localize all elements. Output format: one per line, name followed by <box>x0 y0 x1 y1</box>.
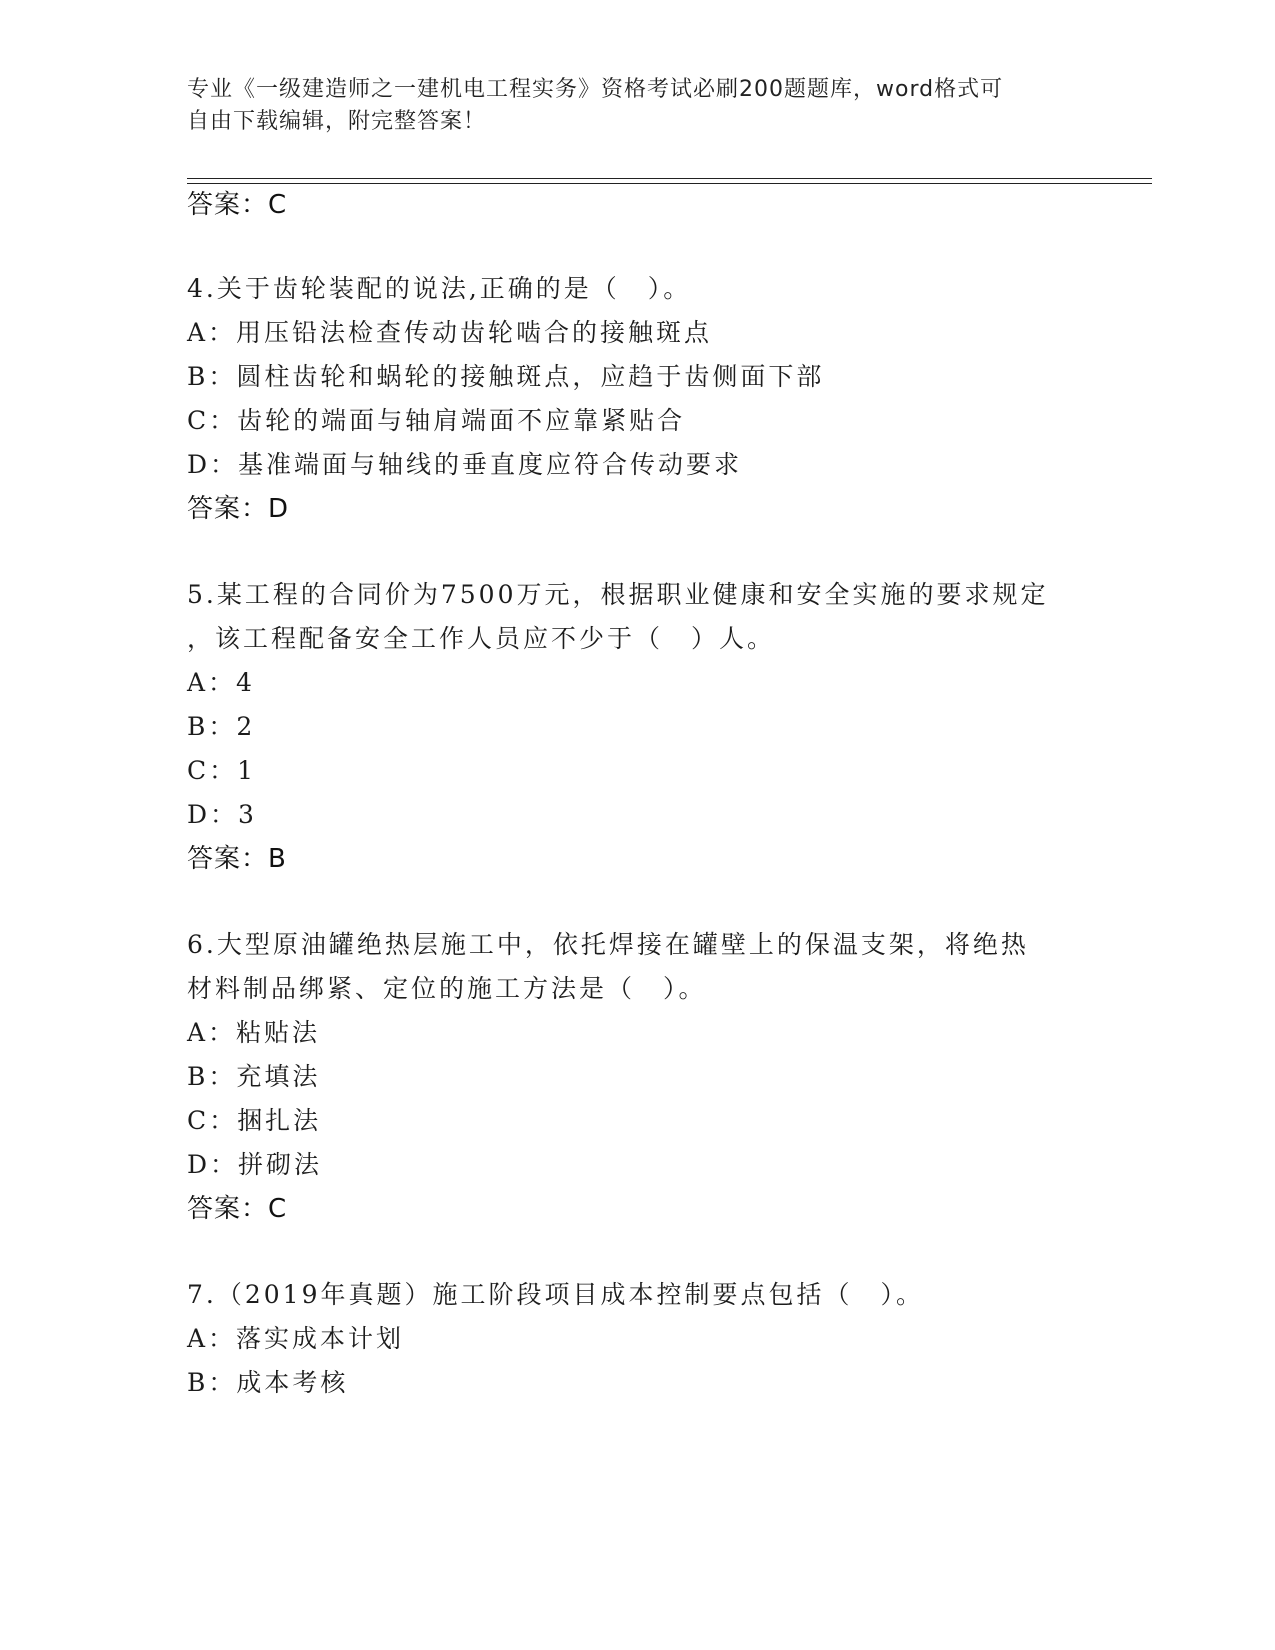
question-4-option-b: B：圆柱齿轮和蜗轮的接触斑点，应趋于齿侧面下部 <box>187 362 825 391</box>
question-5-option-d: D：3 <box>187 800 257 829</box>
header-line-1: 专业《一级建造师之一建机电工程实务》资格考试必刷200题题库，word格式可 <box>187 77 1004 102</box>
question-5-stem-line-2: ，该工程配备安全工作人员应不少于（ ）人。 <box>187 624 776 653</box>
question-7-stem: 7.（2019年真题）施工阶段项目成本控制要点包括（ ）。 <box>187 1280 924 1309</box>
question-6-option-a: A：粘贴法 <box>187 1018 321 1047</box>
answer-q3: 答案：C <box>187 190 288 220</box>
question-4-option-c: C：齿轮的端面与轴肩端面不应靠紧贴合 <box>187 406 686 435</box>
header-divider-top <box>187 178 1152 179</box>
question-4-option-d: D：基准端面与轴线的垂直度应符合传动要求 <box>187 450 743 479</box>
question-5-stem-line-1: 5.某工程的合同价为7500万元，根据职业健康和安全实施的要求规定 <box>187 580 1049 609</box>
question-6-stem-line-2: 材料制品绑紧、定位的施工方法是（ ）。 <box>187 974 707 1003</box>
question-6-option-b: B：充填法 <box>187 1062 321 1091</box>
question-6-option-d: D：拼砌法 <box>187 1150 323 1179</box>
question-5-option-a: A：4 <box>187 668 255 697</box>
question-6-stem-line-1: 6.大型原油罐绝热层施工中，依托焊接在罐壁上的保温支架，将绝热 <box>187 930 1029 959</box>
answer-q6: 答案：C <box>187 1194 288 1224</box>
answer-q4: 答案：D <box>187 494 290 524</box>
question-7-option-b: B：成本考核 <box>187 1368 349 1397</box>
question-6-option-c: C：捆扎法 <box>187 1106 322 1135</box>
question-4-option-a: A：用压铅法检查传动齿轮啮合的接触斑点 <box>187 318 713 347</box>
question-5-option-c: C：1 <box>187 756 257 785</box>
answer-q5: 答案：B <box>187 844 287 874</box>
question-5-option-b: B：2 <box>187 712 256 741</box>
header-line-2: 自由下载编辑，附完整答案！ <box>187 109 487 134</box>
question-7-option-a: A：落实成本计划 <box>187 1324 405 1353</box>
document-header <box>187 74 1087 138</box>
question-4-stem: 4.关于齿轮装配的说法,正确的是（ ）。 <box>187 274 692 303</box>
header-divider-bottom <box>187 183 1152 184</box>
